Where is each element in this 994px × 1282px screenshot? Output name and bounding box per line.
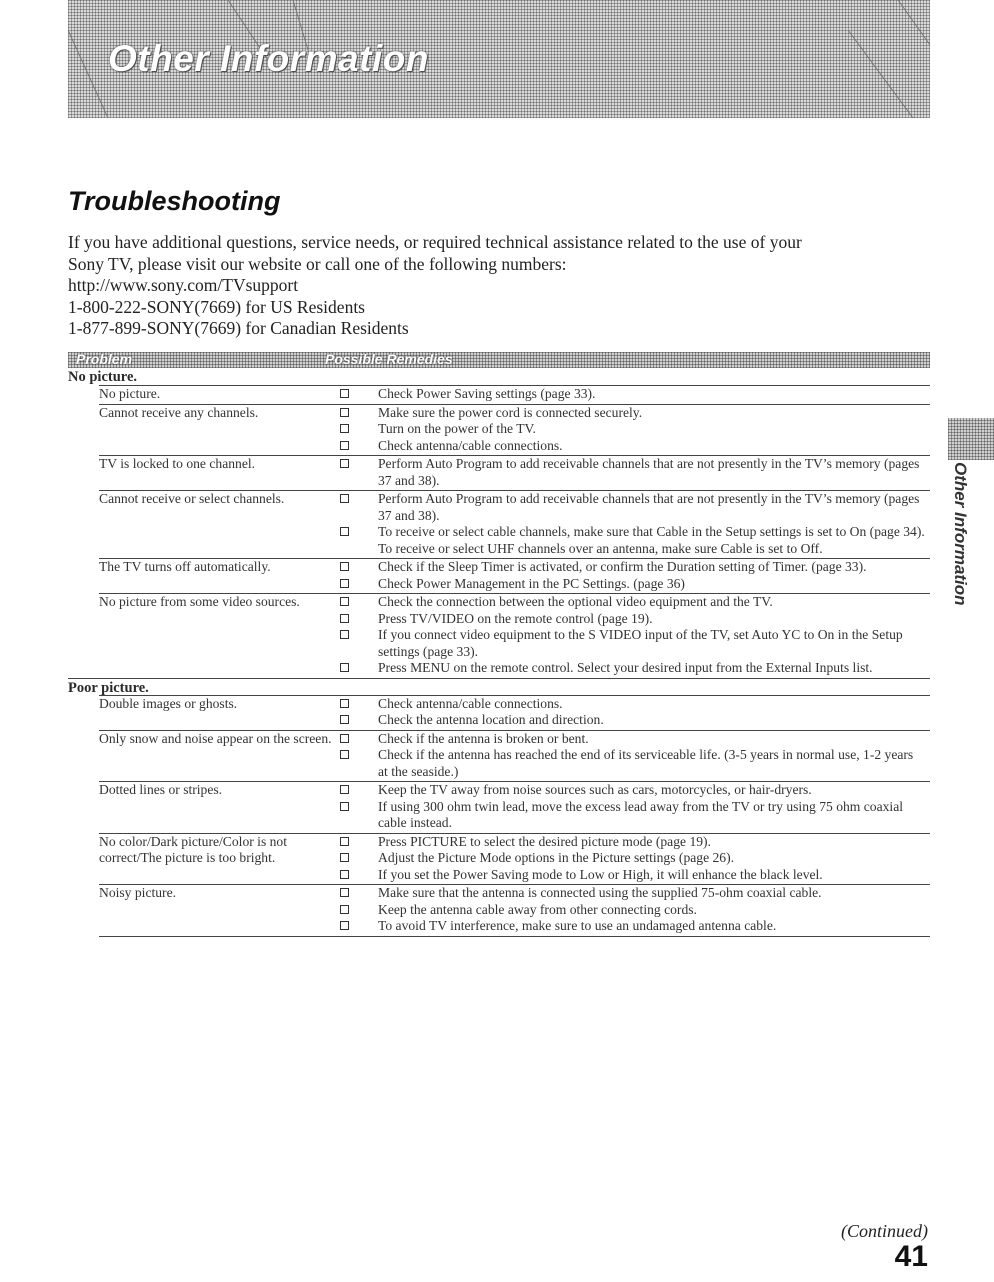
problem-text: Cannot receive or select channels. bbox=[99, 491, 285, 506]
problem-text: Only snow and noise appear on the screen. bbox=[99, 730, 332, 746]
page-title: Other Information bbox=[108, 38, 429, 79]
remedy-list bbox=[335, 559, 930, 592]
remedy-list bbox=[335, 782, 930, 832]
problem-text: No picture from some video sources. bbox=[99, 594, 300, 609]
table-row bbox=[99, 781, 930, 833]
troubleshooting-table bbox=[68, 352, 930, 937]
checkbox-bullet-icon bbox=[340, 527, 349, 536]
remedy-list bbox=[335, 731, 930, 781]
remedy-item bbox=[335, 660, 930, 677]
remedy-text: To avoid TV interference, make sure to use an undamaged antenna cable. bbox=[378, 918, 777, 933]
checkbox-bullet-icon bbox=[340, 837, 349, 846]
remedy-item bbox=[335, 576, 930, 593]
remedy-item bbox=[335, 885, 930, 902]
remedy-item bbox=[335, 918, 930, 935]
checkbox-bullet-icon bbox=[340, 663, 349, 672]
checkbox-bullet-icon bbox=[340, 870, 349, 879]
remedy-item bbox=[335, 611, 930, 628]
checkbox-bullet-icon bbox=[340, 614, 349, 623]
remedy-text: Adjust the Picture Mode options in the Picture settings (page 26). bbox=[378, 850, 735, 865]
table-row bbox=[99, 490, 930, 558]
remedy-text: If you connect video equipment to the S VIDEO input of the TV, set Auto YC to On in the Setup settings (page 33). bbox=[378, 627, 903, 659]
remedy-item bbox=[335, 627, 930, 660]
remedy-item bbox=[335, 421, 930, 438]
checkbox-bullet-icon bbox=[340, 494, 349, 503]
category-heading: No picture. bbox=[68, 369, 138, 385]
remedy-text: Perform Auto Program to add receivable channels that are not presently in the TV’s memory (pages 37 and 38). bbox=[378, 456, 920, 488]
checkbox-bullet-icon bbox=[340, 459, 349, 468]
remedy-item bbox=[335, 799, 930, 832]
checkbox-bullet-icon bbox=[340, 562, 349, 571]
remedy-item bbox=[335, 524, 930, 557]
remedy-item bbox=[335, 850, 930, 867]
remedy-text: Keep the TV away from noise sources such as cars, motorcycles, or hair-dryers. bbox=[378, 782, 812, 797]
remedy-item bbox=[335, 731, 930, 748]
checkbox-bullet-icon bbox=[340, 853, 349, 862]
remedy-text: Check if the antenna has reached the end of its serviceable life. (3-5 years in normal use, 1-2 years at the seaside.) bbox=[378, 747, 914, 779]
table-body bbox=[68, 368, 930, 937]
header-problem: Problem bbox=[76, 351, 133, 367]
remedy-text: Keep the antenna cable away from other connecting cords. bbox=[378, 901, 697, 917]
table-row bbox=[99, 404, 930, 456]
remedy-item bbox=[335, 867, 930, 884]
remedy-text: Press PICTURE to select the desired picture mode (page 19). bbox=[378, 833, 711, 849]
remedy-item bbox=[335, 696, 930, 713]
side-tab-marker bbox=[948, 418, 994, 460]
checkbox-bullet-icon bbox=[340, 597, 349, 606]
remedy-item bbox=[335, 834, 930, 851]
section-title: Troubleshooting bbox=[68, 186, 281, 216]
intro-paragraph bbox=[68, 232, 928, 340]
remedy-text: Check antenna/cable connections. bbox=[378, 695, 563, 711]
remedy-list bbox=[335, 885, 930, 935]
remedy-list bbox=[335, 386, 930, 403]
remedy-item bbox=[335, 456, 930, 489]
remedy-text: Check if the antenna is broken or bent. bbox=[378, 730, 589, 746]
remedy-text: Perform Auto Program to add receivable channels that are not presently in the TV’s memory (pages 37 and 38). bbox=[378, 491, 920, 523]
intro-line: Sony TV, please visit our website or call one of the following numbers: bbox=[68, 253, 567, 274]
remedy-text: Check the connection between the optional video equipment and the TV. bbox=[378, 594, 773, 609]
checkbox-bullet-icon bbox=[340, 905, 349, 914]
remedy-list bbox=[335, 594, 930, 677]
canada-phone: 1-877-899-SONY(7669) for Canadian Residents bbox=[68, 318, 409, 338]
remedy-list bbox=[335, 456, 930, 489]
remedy-item bbox=[335, 747, 930, 780]
remedy-item bbox=[335, 438, 930, 455]
remedy-item bbox=[335, 902, 930, 919]
remedy-item bbox=[335, 782, 930, 799]
table-row bbox=[99, 558, 930, 593]
table-row bbox=[99, 695, 930, 730]
problem-text: No color/Dark picture/Color is not correct/The picture is too bright. bbox=[99, 833, 288, 865]
checkbox-bullet-icon bbox=[340, 715, 349, 724]
table-row bbox=[99, 385, 930, 404]
checkbox-bullet-icon bbox=[340, 785, 349, 794]
remedy-text: Check antenna/cable connections. bbox=[378, 437, 563, 453]
checkbox-bullet-icon bbox=[340, 579, 349, 588]
checkbox-bullet-icon bbox=[340, 441, 349, 450]
checkbox-bullet-icon bbox=[340, 630, 349, 639]
remedy-text: If you set the Power Saving mode to Low or High, it will enhance the black level. bbox=[378, 866, 823, 882]
remedy-text: Make sure the power cord is connected securely. bbox=[378, 404, 643, 420]
table-header bbox=[68, 352, 930, 368]
remedy-text: Turn on the power of the TV. bbox=[378, 421, 536, 436]
problem-text: TV is locked to one channel. bbox=[99, 456, 256, 471]
remedy-list bbox=[335, 834, 930, 884]
remedy-item bbox=[335, 559, 930, 576]
intro-line: If you have additional questions, service needs, or required technical assistance related to the use of your bbox=[68, 232, 802, 252]
remedy-text: Check Power Management in the PC Settings. (page 36) bbox=[378, 575, 685, 591]
remedy-text: If using 300 ohm twin lead, move the excess lead away from the TV or try using 75 ohm coaxial cable instead. bbox=[378, 798, 904, 830]
support-url: http://www.sony.com/TVsupport bbox=[68, 275, 299, 295]
remedy-text: Check if the Sleep Timer is activated, or confirm the Duration setting of Timer. (page 33). bbox=[378, 559, 867, 574]
remedy-text: Press MENU on the remote control. Select your desired input from the External Inputs list. bbox=[378, 660, 873, 675]
remedy-list bbox=[335, 491, 930, 557]
checkbox-bullet-icon bbox=[340, 424, 349, 433]
us-phone: 1-800-222-SONY(7669) for US Residents bbox=[68, 296, 365, 317]
remedy-text: Check Power Saving settings (page 33). bbox=[378, 386, 596, 401]
remedy-text: To receive or select cable channels, make sure that Cable in the Setup settings is set to On (page 34). To receive or select UHF channels over an antenna, make sure Cable is set to Off. bbox=[378, 524, 925, 556]
header-banner bbox=[68, 0, 930, 118]
problem-text: Noisy picture. bbox=[99, 885, 177, 900]
checkbox-bullet-icon bbox=[340, 750, 349, 759]
problem-text: No picture. bbox=[99, 386, 161, 401]
category-heading: Poor picture. bbox=[68, 678, 930, 695]
remedy-list bbox=[335, 405, 930, 455]
checkbox-bullet-icon bbox=[340, 734, 349, 743]
remedy-item bbox=[335, 712, 930, 729]
remedy-text: Check the antenna location and direction. bbox=[378, 712, 604, 727]
side-tab-label: Other Information bbox=[951, 462, 970, 606]
remedy-item bbox=[335, 491, 930, 524]
table-row bbox=[99, 833, 930, 885]
remedy-text: Make sure that the antenna is connected using the supplied 75-ohm coaxial cable. bbox=[378, 885, 822, 900]
table-row bbox=[99, 730, 930, 782]
header-remedies: Possible Remedies bbox=[325, 351, 453, 367]
table-row bbox=[99, 455, 930, 490]
remedy-item bbox=[335, 594, 930, 611]
checkbox-bullet-icon bbox=[340, 888, 349, 897]
table-row bbox=[99, 884, 930, 937]
page-number: 41 bbox=[894, 1240, 928, 1273]
remedy-item bbox=[335, 386, 930, 403]
checkbox-bullet-icon bbox=[340, 408, 349, 417]
problem-text: The TV turns off automatically. bbox=[99, 559, 271, 574]
continued-note: (Continued) bbox=[841, 1221, 928, 1241]
checkbox-bullet-icon bbox=[340, 921, 349, 930]
problem-text: Dotted lines or stripes. bbox=[99, 782, 223, 797]
remedy-list bbox=[335, 696, 930, 729]
checkbox-bullet-icon bbox=[340, 699, 349, 708]
checkbox-bullet-icon bbox=[340, 389, 349, 398]
checkbox-bullet-icon bbox=[340, 802, 349, 811]
problem-text: Cannot receive any channels. bbox=[99, 404, 259, 420]
problem-text: Double images or ghosts. bbox=[99, 695, 238, 711]
remedy-text: Press TV/VIDEO on the remote control (page 19). bbox=[378, 610, 653, 626]
table-row bbox=[99, 593, 930, 678]
remedy-item bbox=[335, 405, 930, 422]
